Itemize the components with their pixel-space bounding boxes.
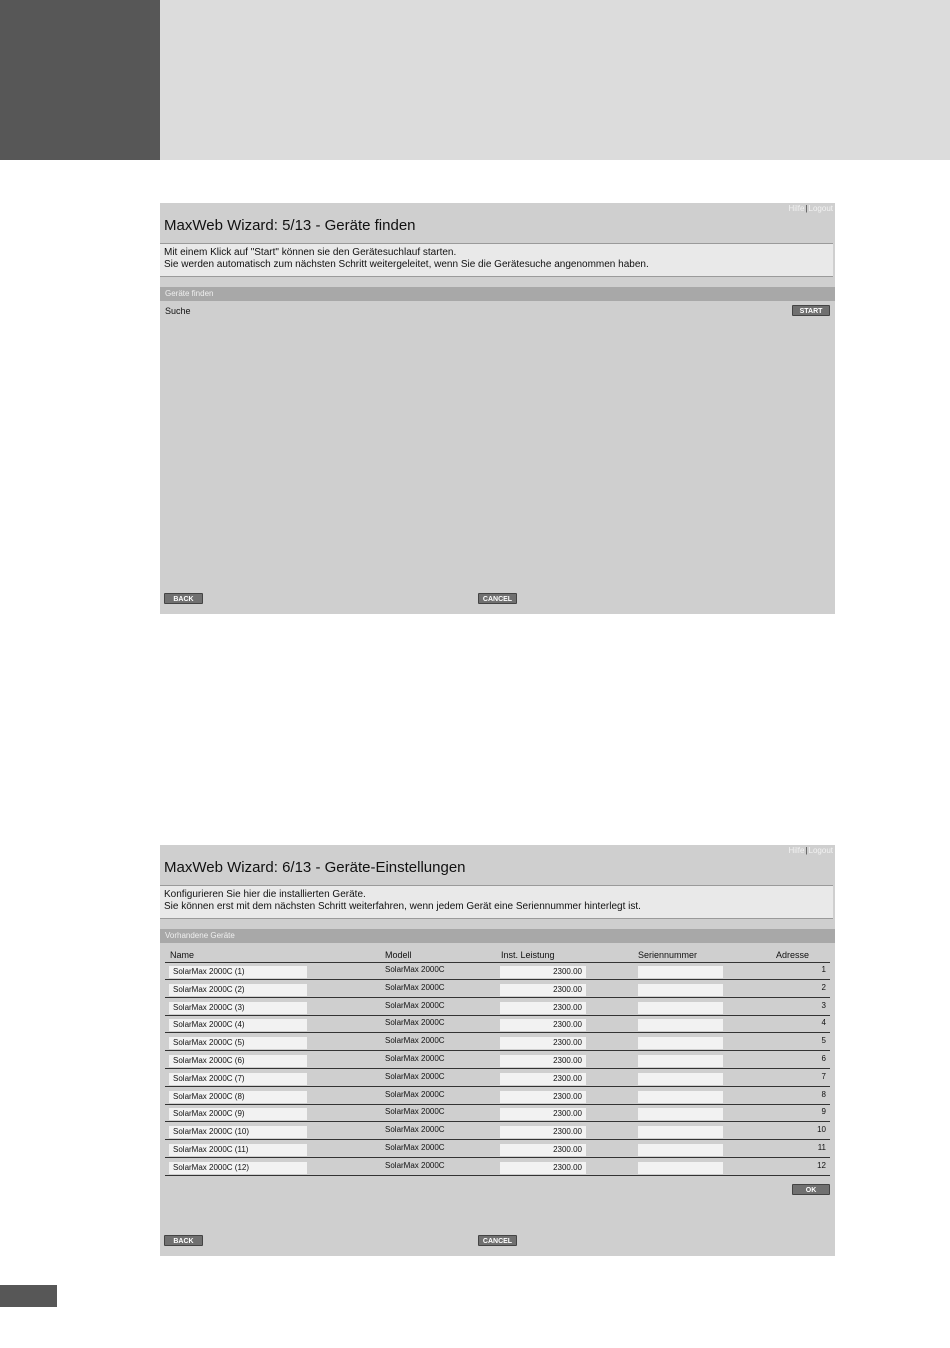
top-links bbox=[788, 846, 833, 855]
page-header-dark-block bbox=[0, 0, 160, 160]
column-header-power: Inst. Leistung bbox=[501, 950, 555, 960]
device-name-field[interactable]: SolarMax 2000C (10) bbox=[169, 1126, 307, 1138]
device-model-text: SolarMax 2000C bbox=[385, 1036, 445, 1046]
device-name-field[interactable]: SolarMax 2000C (1) bbox=[169, 966, 307, 978]
device-name-field[interactable]: SolarMax 2000C (9) bbox=[169, 1108, 307, 1120]
table-row bbox=[165, 1088, 830, 1105]
serial-number-field[interactable] bbox=[638, 966, 723, 978]
section-header: Geräte finden bbox=[160, 287, 835, 301]
device-address-text: 12 bbox=[817, 1160, 826, 1170]
device-address-text: 6 bbox=[821, 1054, 826, 1063]
device-model-text: SolarMax 2000C bbox=[385, 1018, 445, 1028]
help-link[interactable]: Hilfe bbox=[788, 204, 805, 213]
serial-number-field[interactable] bbox=[638, 984, 723, 996]
column-header-name: Name bbox=[170, 950, 195, 960]
device-address-text: 10 bbox=[817, 1125, 826, 1135]
table-row bbox=[165, 1141, 830, 1158]
device-address-text: 4 bbox=[821, 1018, 826, 1028]
installed-power-field[interactable]: 2300.00 bbox=[500, 1073, 586, 1085]
cancel-button[interactable]: CANCEL bbox=[478, 593, 517, 604]
serial-number-field[interactable] bbox=[638, 1126, 723, 1138]
serial-number-field[interactable] bbox=[638, 1162, 723, 1174]
serial-number-field[interactable] bbox=[638, 1108, 723, 1120]
page-footer-block bbox=[0, 1285, 57, 1307]
row-divider bbox=[165, 1175, 830, 1176]
device-address-text: 8 bbox=[821, 1089, 826, 1099]
device-name-field[interactable]: SolarMax 2000C (12) bbox=[169, 1162, 307, 1174]
installed-power-field[interactable]: 2300.00 bbox=[500, 1019, 586, 1031]
device-model-text: SolarMax 2000C bbox=[385, 1160, 445, 1170]
device-model-text: SolarMax 2000C bbox=[385, 982, 445, 992]
serial-number-field[interactable] bbox=[638, 1073, 723, 1085]
link-separator: | bbox=[805, 846, 808, 855]
device-name-field[interactable]: SolarMax 2000C (2) bbox=[169, 984, 307, 996]
cancel-button[interactable]: CANCEL bbox=[478, 1235, 517, 1246]
device-model-text: SolarMax 2000C bbox=[385, 1054, 445, 1063]
top-links bbox=[788, 204, 833, 213]
ok-button[interactable]: OK bbox=[792, 1184, 830, 1195]
device-name-field[interactable]: SolarMax 2000C (11) bbox=[169, 1144, 307, 1156]
serial-number-field[interactable] bbox=[638, 1144, 723, 1156]
logout-link[interactable]: Logout bbox=[808, 846, 833, 855]
installed-power-field[interactable]: 2300.00 bbox=[500, 1055, 586, 1067]
column-header-serial: Seriennummer bbox=[638, 950, 698, 960]
installed-power-field[interactable]: 2300.00 bbox=[500, 1144, 586, 1156]
device-model-text: SolarMax 2000C bbox=[385, 1000, 445, 1010]
page-header-light-band bbox=[160, 0, 950, 160]
device-address-text: 9 bbox=[821, 1107, 826, 1117]
installed-power-field[interactable]: 2300.00 bbox=[500, 1108, 586, 1120]
wizard-step6-screenshot bbox=[160, 845, 835, 1256]
wizard-title: MaxWeb Wizard: 6/13 - Geräte-Einstellungen bbox=[164, 859, 466, 876]
start-button[interactable]: START bbox=[792, 305, 830, 316]
installed-power-field[interactable]: 2300.00 bbox=[500, 1162, 586, 1174]
back-button[interactable]: BACK bbox=[164, 1235, 203, 1246]
installed-power-field[interactable]: 2300.00 bbox=[500, 1126, 586, 1138]
serial-number-field[interactable] bbox=[638, 1091, 723, 1103]
device-model-text: SolarMax 2000C bbox=[385, 1125, 445, 1135]
wizard-title: MaxWeb Wizard: 5/13 - Geräte finden bbox=[164, 217, 416, 234]
table-row bbox=[165, 1123, 830, 1140]
intro-box bbox=[160, 243, 833, 277]
intro-line-1: Mit einem Klick auf "Start" können sie den Gerätesuchlauf starten. bbox=[164, 247, 457, 258]
installed-power-field[interactable]: 2300.00 bbox=[500, 1037, 586, 1049]
wizard-step5-screenshot bbox=[160, 203, 835, 614]
device-name-field[interactable]: SolarMax 2000C (3) bbox=[169, 1002, 307, 1014]
device-model-text: SolarMax 2000C bbox=[385, 965, 445, 974]
serial-number-field[interactable] bbox=[638, 1019, 723, 1031]
link-separator: | bbox=[805, 204, 808, 213]
table-row bbox=[165, 981, 830, 998]
device-name-field[interactable]: SolarMax 2000C (5) bbox=[169, 1037, 307, 1049]
device-address-text: 7 bbox=[821, 1071, 826, 1081]
device-address-text: 1 bbox=[821, 965, 826, 974]
column-header-model: Modell bbox=[385, 950, 412, 960]
help-link[interactable]: Hilfe bbox=[788, 846, 805, 855]
intro-line-1: Konfigurieren Sie hier die installierten Geräte. bbox=[164, 889, 366, 900]
table-row bbox=[165, 1016, 830, 1033]
device-model-text: SolarMax 2000C bbox=[385, 1089, 445, 1099]
table-row bbox=[165, 963, 830, 980]
section-header: Vorhandene Geräte bbox=[160, 929, 835, 943]
device-address-text: 3 bbox=[821, 1000, 826, 1010]
installed-power-field[interactable]: 2300.00 bbox=[500, 966, 586, 978]
table-row bbox=[165, 999, 830, 1016]
device-name-field[interactable]: SolarMax 2000C (7) bbox=[169, 1073, 307, 1085]
device-model-text: SolarMax 2000C bbox=[385, 1071, 445, 1081]
device-name-field[interactable]: SolarMax 2000C (8) bbox=[169, 1091, 307, 1103]
serial-number-field[interactable] bbox=[638, 1002, 723, 1014]
table-row bbox=[165, 1105, 830, 1122]
device-model-text: SolarMax 2000C bbox=[385, 1107, 445, 1117]
device-name-field[interactable]: SolarMax 2000C (6) bbox=[169, 1055, 307, 1067]
device-address-text: 5 bbox=[821, 1036, 826, 1046]
device-name-field[interactable]: SolarMax 2000C (4) bbox=[169, 1019, 307, 1031]
installed-power-field[interactable]: 2300.00 bbox=[500, 1002, 586, 1014]
logout-link[interactable]: Logout bbox=[808, 204, 833, 213]
installed-power-field[interactable]: 2300.00 bbox=[500, 984, 586, 996]
intro-box bbox=[160, 885, 833, 919]
column-header-address: Adresse bbox=[776, 950, 810, 960]
back-button[interactable]: BACK bbox=[164, 593, 203, 604]
device-address-text: 11 bbox=[817, 1143, 826, 1152]
table-row bbox=[165, 1034, 830, 1051]
table-row bbox=[165, 1159, 830, 1176]
intro-line-2: Sie können erst mit dem nächsten Schritt weiterfahren, wenn jedem Gerät eine Seriennummer hinterlegt ist. bbox=[164, 901, 641, 912]
table-row bbox=[165, 1052, 830, 1069]
table-row bbox=[165, 1070, 830, 1087]
serial-number-field[interactable] bbox=[638, 1055, 723, 1067]
search-label: Suche bbox=[165, 306, 191, 316]
intro-line-2: Sie werden automatisch zum nächsten Schritt weitergeleitet, wenn Sie die Gerätesuche angenommen haben. bbox=[164, 259, 649, 270]
device-model-text: SolarMax 2000C bbox=[385, 1143, 445, 1152]
device-address-text: 2 bbox=[821, 982, 826, 992]
serial-number-field[interactable] bbox=[638, 1037, 723, 1049]
installed-power-field[interactable]: 2300.00 bbox=[500, 1091, 586, 1103]
